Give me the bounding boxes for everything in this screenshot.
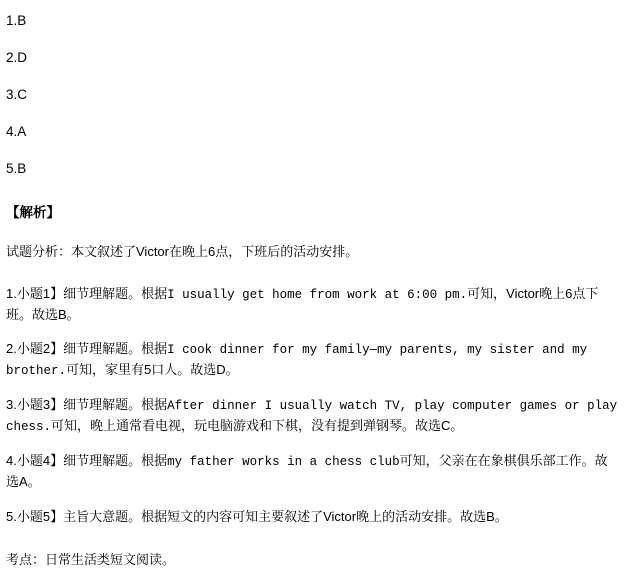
answer-line-5 xyxy=(6,162,622,199)
item-2-lead: 2.小题2】细节理解题。根据 xyxy=(6,341,168,357)
explanation-item-3 xyxy=(6,395,620,437)
item-3-quote: After dinner I usually watch TV, play computer games or play chess. xyxy=(6,399,618,435)
answer-line-4 xyxy=(6,125,622,162)
item-4-quote: my father works in a chess club xyxy=(167,455,400,470)
spacer-before-keypoint xyxy=(6,528,622,550)
spacer-4 xyxy=(6,493,622,507)
spacer-3 xyxy=(6,437,622,451)
answer-line-3 xyxy=(6,88,622,125)
answer-line-1 xyxy=(6,14,622,51)
item-2-quote: I cook dinner for my family—my parents, my sister and my brother. xyxy=(6,343,588,379)
spacer-1 xyxy=(6,325,622,339)
spacer-2 xyxy=(6,381,622,395)
explanation-item-5 xyxy=(6,507,620,528)
item-3-lead: 3.小题3】细节理解题。根据 xyxy=(6,397,168,413)
item-3-tail: 可知，晚上通常看电视，玩电脑游戏和下棋，没有提到弹钢琴。故选C。 xyxy=(51,418,464,434)
explanation-item-4 xyxy=(6,451,620,493)
answer-text-2: 2.D xyxy=(6,50,28,65)
spacer-after-heading xyxy=(6,220,622,242)
answer-text-4: 4.A xyxy=(6,124,27,139)
item-2-tail: 可知，家里有5口人。故选D。 xyxy=(66,362,239,378)
item-4-tail: 可知，父亲在在象棋俱乐部工作。故选A。 xyxy=(6,453,608,490)
item-4-lead: 4.小题4】细节理解题。根据 xyxy=(6,453,168,469)
answer-text-1: 1.B xyxy=(6,13,27,28)
item-1-tail: 可知，Victor晚上6点下班。故选B。 xyxy=(6,285,599,322)
item-1-quote: I usually get home from work at 6:00 pm. xyxy=(167,287,468,302)
item-1-lead: 1.小题1】细节理解题。根据 xyxy=(6,285,168,301)
explanation-item-1 xyxy=(6,284,620,326)
analysis-intro: 试题分析：本文叙述了Victor在晚上6点，下班后的活动安排。 xyxy=(6,243,359,259)
spacer-after-intro xyxy=(6,262,622,284)
answer-text-5: 5.B xyxy=(6,161,27,176)
answer-line-2 xyxy=(6,51,622,88)
explanation-heading: 【解析】 xyxy=(6,205,60,220)
explanation-item-2 xyxy=(6,339,620,381)
answer-text-3: 3.C xyxy=(6,87,28,102)
item-5-lead: 5.小题5】主旨大意题。根据短文的内容可知主要叙述了Victor晚上的活动安排。故选B。 xyxy=(6,509,508,525)
keypoint-line: 考点：日常生活类短文阅读。 xyxy=(6,552,176,568)
